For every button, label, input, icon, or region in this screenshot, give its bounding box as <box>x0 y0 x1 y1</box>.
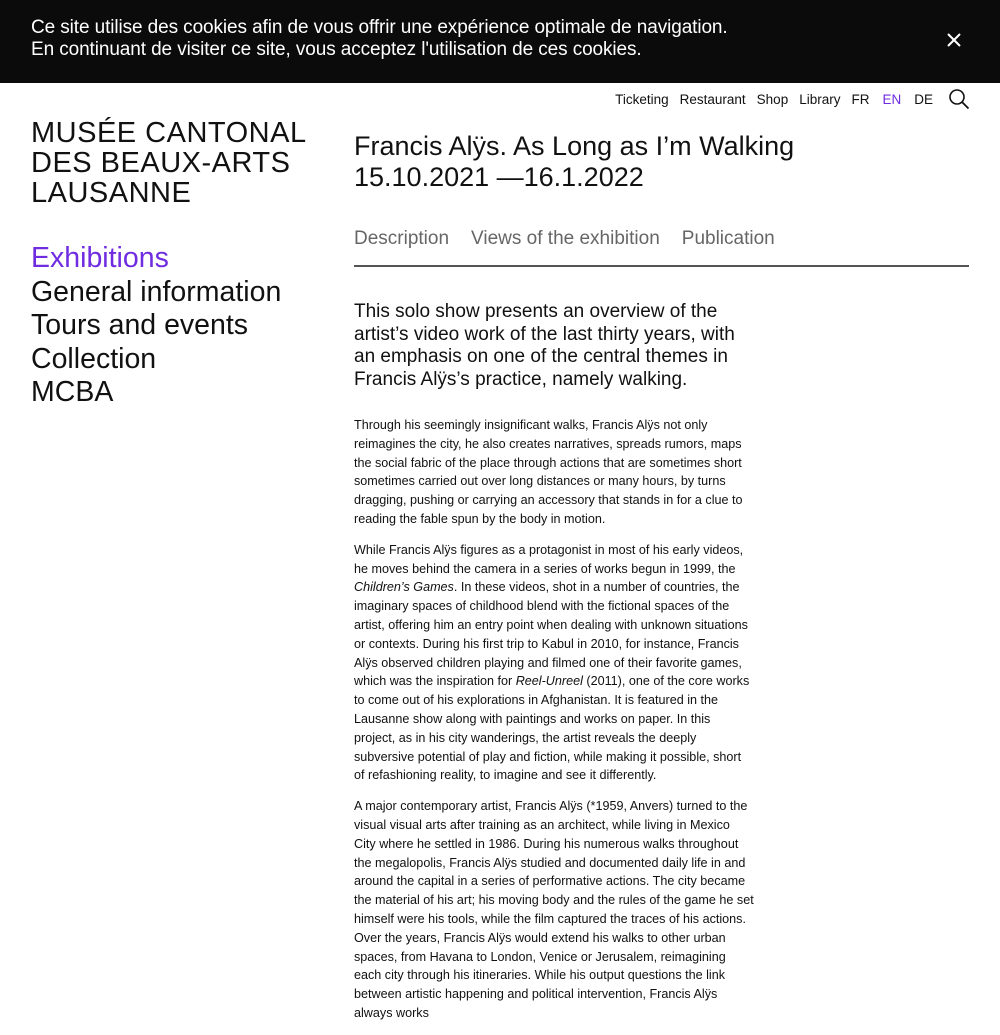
work-title-reel-unreel: Reel-Unreel <box>515 674 583 689</box>
work-title-childrens-games: Children’s Games <box>354 580 454 595</box>
main-nav-collection[interactable]: Collection <box>31 342 157 375</box>
tab-views-of-the-exhibition[interactable]: Views of the exhibition <box>471 228 660 249</box>
main-nav-mcba[interactable]: MCBA <box>31 376 114 408</box>
logo-line-2: DES BEAUX-ARTS <box>31 147 291 179</box>
logo-line-1: MUSÉE CANTONAL <box>31 117 307 149</box>
paragraph-2-part-b: . In these videos, shot in a number of countries, the imaginary spaces of childhood blend with the fictional spaces of the artist, offering him an entry point when dealing with unknown situations or contexts. During his first trip to Kabul in 2010, for instance, Francis Alÿs observed children playing and filmed one of their favorite games, which was the inspiration for <box>354 580 748 689</box>
language-de[interactable]: DE <box>914 91 933 107</box>
paragraph-2 <box>354 541 754 785</box>
nav-link-ticketing[interactable]: Ticketing <box>615 91 669 107</box>
tab-publication[interactable]: Publication <box>681 228 775 249</box>
exhibition-dates: 15.10.2021 —16.1.2022 <box>354 162 644 192</box>
nav-link-restaurant[interactable]: Restaurant <box>679 91 746 107</box>
museum-logo[interactable] <box>31 118 307 208</box>
main-nav-general-information[interactable]: General information <box>31 275 282 308</box>
language-fr[interactable]: FR <box>851 91 870 107</box>
cookie-message <box>31 17 728 61</box>
exhibition-title <box>354 131 794 193</box>
close-icon[interactable] <box>940 26 968 54</box>
lead-paragraph: This solo show presents an overview of the artist’s video work of the last thirty years, with an emphasis on one of the central themes in Francis Alÿs’s practice, namely walking. <box>354 301 735 390</box>
tab-description[interactable]: Description <box>354 228 450 249</box>
language-en[interactable]: EN <box>882 91 902 107</box>
search-icon[interactable] <box>948 88 970 110</box>
cookie-banner <box>0 0 1000 83</box>
nav-link-library[interactable]: Library <box>799 91 841 107</box>
main-nav-exhibitions[interactable]: Exhibitions <box>31 242 169 274</box>
paragraph-1: Through his seemingly insignificant walks, Francis Alÿs not only reimagines the city, he also creates narratives, spreads rumors, maps the social fabric of the place through actions that are sometimes short sometimes carried out over long distances or many hours, by turns dragging, pushing or carrying an accessory that stands in for a clue to reading the fable spun by the body in motion. <box>354 418 743 526</box>
main-nav <box>31 242 281 410</box>
main-nav-tours-and-events[interactable]: Tours and events <box>31 309 249 341</box>
paragraph-2-part-a: While Francis Alÿs figures as a protagonist in most of his early videos, he moves behind the camera in a series of works begun in 1999, the <box>354 542 744 576</box>
exhibition-tabs <box>354 227 969 267</box>
paragraph-3: A major contemporary artist, Francis Alÿs (*1959, Anvers) turned to the visual visual arts after training as an architect, while living in Mexico City where he settled in 1986. During his numerous walks throughout the megalopolis, Francis Alÿs studied and documented daily life in and around the capital in a series of performative actions. The city became the material of his art; his moving body and the rules of the game he set himself were his tools, while the film captured the traces of his actions. Over the years, Francis Alÿs would extend his walks to other urban spaces, from Havana to London, Venice or Jerusalem, reimagining each city through his itineraries. While his output questions the link between artistic happening and political intervention, Francis Alÿs always works <box>354 799 754 1020</box>
paragraph-2-part-c: (2011), one of the core works to come out of his explorations in Afghanistan. It is featured in the Lausanne show along with paintings and works on paper. In this project, as in his city wanderings, the artist reveals the deeply subversive potential of play and fiction, while making it possible, short of refashioning reality, to imagine and see it differently. <box>354 674 750 783</box>
exhibition-name: Francis Alÿs. As Long as I’m Walking <box>354 131 795 161</box>
logo-line-3: LAUSANNE <box>31 177 192 209</box>
description-body <box>354 416 754 1035</box>
cookie-message-line-2: En continuant de visiter ce site, vous acceptez l'utilisation de ces cookies. <box>31 39 642 60</box>
nav-link-shop[interactable]: Shop <box>756 91 789 107</box>
utility-nav <box>615 89 970 109</box>
cookie-message-line-1: Ce site utilise des cookies afin de vous offrir une expérience optimale de navigation. <box>31 17 728 38</box>
